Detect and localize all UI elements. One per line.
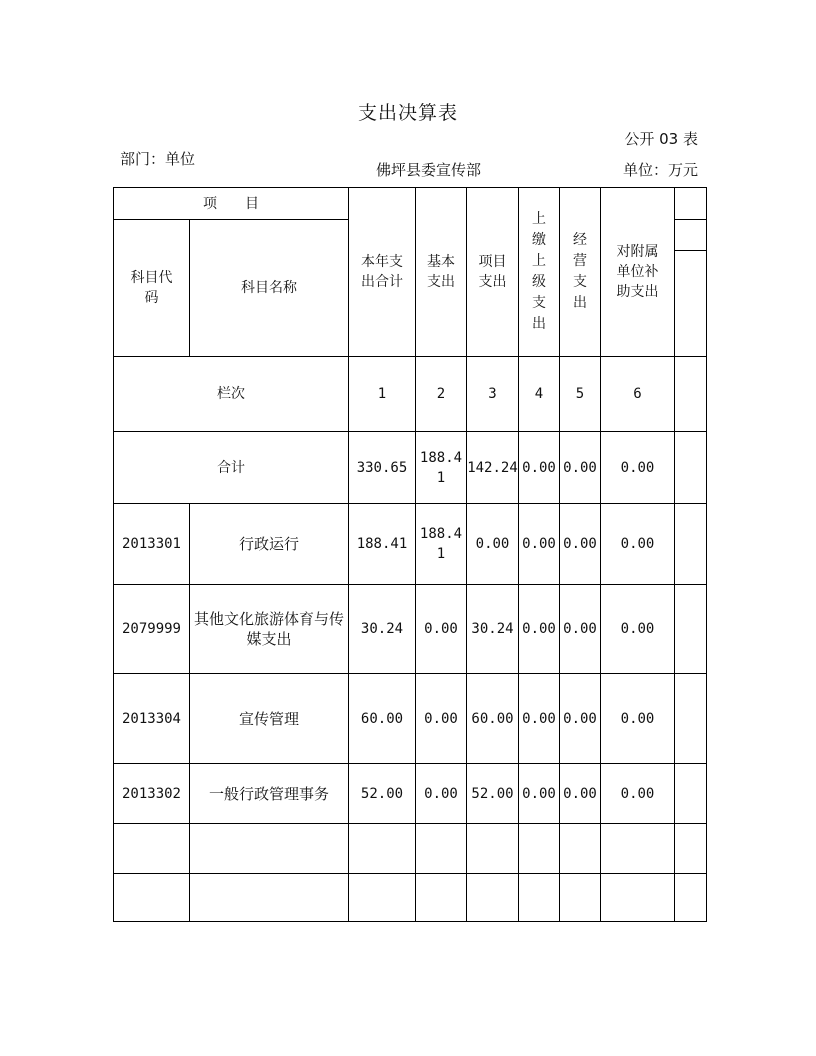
- subject-name: 一般行政管理事务: [190, 764, 349, 824]
- form-number: 公开 03 表: [624, 130, 698, 148]
- empty-cell: [675, 824, 707, 874]
- total-label: 合计: [114, 432, 349, 504]
- col-project-header: 项目支出: [467, 188, 519, 357]
- empty-cell: [519, 824, 560, 874]
- column-number: 5: [560, 357, 601, 432]
- value-cell: 0.00: [601, 674, 675, 764]
- total-value: 0.00: [560, 432, 601, 504]
- value-cell: 0.00: [560, 764, 601, 824]
- unit-label: 单位：万元: [622, 161, 698, 179]
- column-number: 3: [467, 357, 519, 432]
- empty-cell: [416, 874, 467, 922]
- total-value: 142.24: [467, 432, 519, 504]
- value-cell: 0.00: [519, 585, 560, 674]
- empty-cell: [675, 585, 707, 674]
- empty-cell: [675, 504, 707, 585]
- total-value: 188.41: [416, 432, 467, 504]
- value-cell: 52.00: [467, 764, 519, 824]
- col-basic-header: 基本支出: [416, 188, 467, 357]
- value-cell: 0.00: [560, 674, 601, 764]
- column-number-row: [114, 357, 707, 432]
- value-cell: 0.00: [416, 674, 467, 764]
- empty-cell: [114, 824, 190, 874]
- value-cell: 0.00: [416, 585, 467, 674]
- subject-code: 2013301: [114, 504, 190, 585]
- column-number: 1: [349, 357, 416, 432]
- empty-cell: [416, 824, 467, 874]
- subject-name: 其他文化旅游体育与传媒支出: [190, 585, 349, 674]
- empty-cell: [675, 764, 707, 824]
- subject-code: 2079999: [114, 585, 190, 674]
- subject-code: 2013302: [114, 764, 190, 824]
- empty-cell: [349, 824, 416, 874]
- value-cell: 0.00: [467, 504, 519, 585]
- empty-cell: [467, 824, 519, 874]
- col-business-header: 经营支出: [560, 188, 601, 357]
- department-label: 部门：单位: [120, 150, 196, 168]
- col-remit-header: 上缴上级支出: [519, 188, 560, 357]
- column-number-label: 栏次: [114, 357, 349, 432]
- value-cell: 0.00: [519, 504, 560, 585]
- value-cell: 0.00: [519, 764, 560, 824]
- column-number: 6: [601, 357, 675, 432]
- col-subsidy-header: 对附属单位补助支出: [601, 188, 675, 357]
- expenditure-table: [113, 187, 707, 922]
- table-row: [114, 764, 707, 824]
- value-cell: 60.00: [349, 674, 416, 764]
- organization-name: 佛坪县委宣传部: [376, 161, 482, 179]
- value-cell: 0.00: [416, 764, 467, 824]
- subject-name: 宣传管理: [190, 674, 349, 764]
- value-cell: 52.00: [349, 764, 416, 824]
- subject-code: 2013304: [114, 674, 190, 764]
- value-cell: 0.00: [519, 674, 560, 764]
- name-header: 科目名称: [190, 220, 349, 357]
- empty-cell: [467, 874, 519, 922]
- item-group-header: 项 目: [114, 188, 349, 220]
- value-cell: 0.00: [560, 504, 601, 585]
- empty-cell: [601, 874, 675, 922]
- empty-cell: [114, 874, 190, 922]
- value-cell: 60.00: [467, 674, 519, 764]
- total-value: 0.00: [601, 432, 675, 504]
- code-header: 科目代码: [114, 220, 190, 357]
- value-cell: 30.24: [349, 585, 416, 674]
- column-number: 4: [519, 357, 560, 432]
- extra-header-cell-2: [675, 220, 707, 357]
- empty-cell: [675, 432, 707, 504]
- empty-cell: [601, 824, 675, 874]
- empty-row: [114, 874, 707, 922]
- empty-cell: [560, 824, 601, 874]
- value-cell: 188.41: [416, 504, 467, 585]
- total-value: 0.00: [519, 432, 560, 504]
- empty-cell: [519, 874, 560, 922]
- value-cell: 0.00: [601, 504, 675, 585]
- table-row: [114, 585, 707, 674]
- value-cell: 188.41: [349, 504, 416, 585]
- value-cell: 30.24: [467, 585, 519, 674]
- column-number: 2: [416, 357, 467, 432]
- empty-cell: [190, 874, 349, 922]
- empty-cell: [190, 824, 349, 874]
- empty-cell: [675, 874, 707, 922]
- empty-cell: [675, 674, 707, 764]
- col-total-header: 本年支出合计: [349, 188, 416, 357]
- total-row: [114, 432, 707, 504]
- table-row: [114, 674, 707, 764]
- table-row: [114, 504, 707, 585]
- empty-cell: [675, 357, 707, 432]
- empty-cell: [349, 874, 416, 922]
- value-cell: 0.00: [601, 585, 675, 674]
- subject-name: 行政运行: [190, 504, 349, 585]
- extra-header-cell: [675, 188, 707, 220]
- total-value: 330.65: [349, 432, 416, 504]
- empty-cell: [560, 874, 601, 922]
- value-cell: 0.00: [560, 585, 601, 674]
- value-cell: 0.00: [601, 764, 675, 824]
- empty-row: [114, 824, 707, 874]
- report-title: 支出决算表: [357, 102, 458, 124]
